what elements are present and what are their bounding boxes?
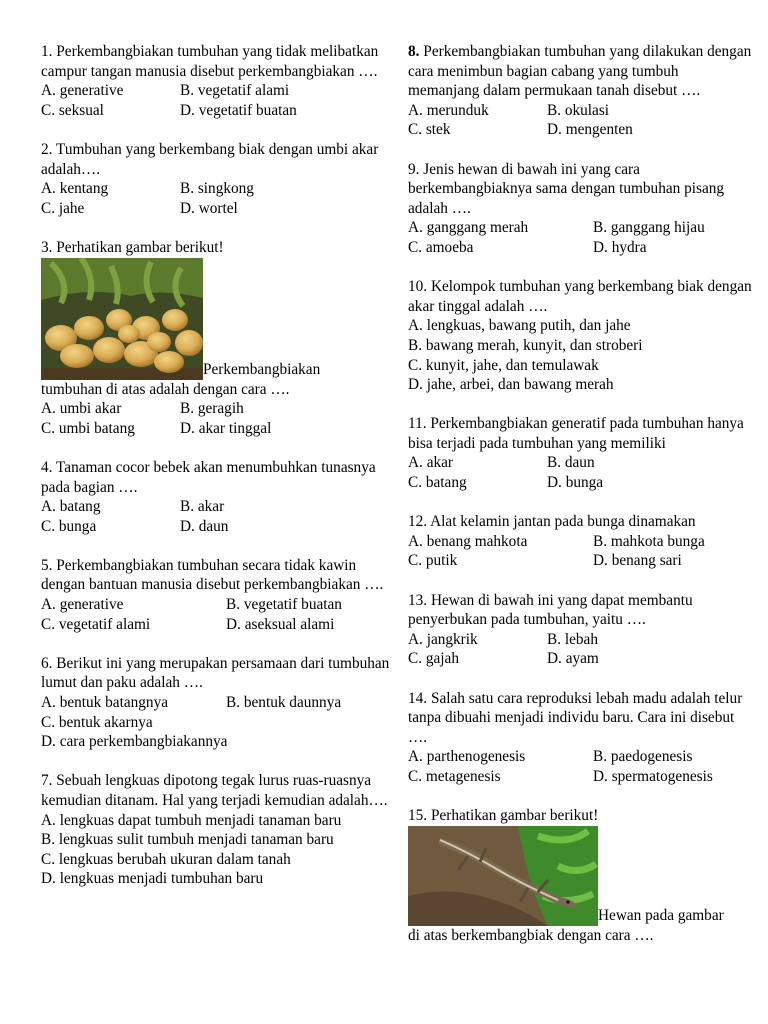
lizard-illustration [408, 826, 598, 926]
answer-options [408, 630, 753, 669]
question-2 [41, 140, 393, 218]
option-d[interactable]: D. lengkuas menjadi tumbuhan baru [41, 870, 264, 888]
option-d[interactable]: D. cara perkembangbiakannya [41, 733, 228, 751]
option-b[interactable]: B. daun [547, 454, 595, 472]
option-a[interactable]: A. generative [41, 596, 124, 614]
option-b[interactable]: B. vegetatif alami [180, 82, 290, 100]
lizard-image [408, 826, 598, 926]
answer-options [41, 81, 393, 120]
image-line [41, 258, 393, 380]
question-stem: 4. Tanaman cocor bebek akan menumbuhkan tunasnya pada bagian …. [41, 458, 376, 496]
option-c[interactable]: C. bentuk akarnya [41, 713, 153, 731]
option-a[interactable]: A. bentuk batangnya [41, 694, 169, 712]
answer-options [41, 693, 393, 713]
option-b[interactable]: B. akar [180, 498, 225, 516]
option-b[interactable]: B. lebah [547, 630, 598, 648]
option-a[interactable]: A. lengkuas dapat tumbuh menjadi tanaman baru [41, 811, 342, 829]
question-number: 8. [408, 43, 420, 60]
question-8 [408, 42, 753, 140]
question-11 [408, 414, 753, 492]
question-9 [408, 160, 753, 258]
answer-options [41, 497, 393, 536]
question-stem: 14. Salah satu cara reproduksi lebah madu adalah telur tanpa dibuahi menjadi individu baru. Cara ini disebut …. [408, 689, 743, 746]
option-c[interactable]: C. seksual [41, 101, 104, 119]
question-3 [41, 238, 393, 438]
answer-options [408, 101, 753, 140]
option-a[interactable]: A. kentang [41, 180, 109, 198]
question-stem: 15. Perhatikan gambar berikut! [408, 807, 599, 825]
option-d[interactable]: D. benang sari [593, 552, 682, 570]
answer-options [41, 399, 393, 438]
question-text: Perkembangbiakan tumbuhan yang dilakukan dengan cara menimbun bagian cabang yang tumbuh memanjang dalam permukaan tanah disebut …. [408, 43, 752, 100]
potato-tubers-illustration [41, 258, 203, 380]
option-a[interactable]: A. merunduk [408, 101, 489, 119]
option-d[interactable]: D. vegetatif buatan [180, 101, 297, 119]
answer-options [408, 218, 753, 257]
question-stem: 7. Sebuah lengkuas dipotong tegak lurus ruas-ruasnya kemudian ditanam. Hal yang terjadi kemudian adalah…. [41, 772, 388, 809]
right-column [408, 42, 753, 945]
option-c[interactable]: C. bunga [41, 517, 97, 535]
option-c[interactable]: C. lengkuas berubah ukuran dalam tanah [41, 850, 291, 868]
option-c[interactable]: C. umbi batang [41, 419, 135, 437]
question-12 [408, 512, 753, 571]
potato-image [41, 258, 203, 380]
image-caption-start: Perkembangbiakan [203, 360, 321, 378]
question-14 [408, 689, 753, 787]
option-d[interactable]: D. wortel [180, 199, 238, 217]
option-b[interactable]: B. geragih [180, 400, 244, 418]
option-c[interactable]: C. vegetatif alami [41, 615, 151, 633]
option-c[interactable]: C. kunyit, jahe, dan temulawak [408, 356, 599, 374]
question-stem: 13. Hewan di bawah ini yang dapat membantu penyerbukan pada tumbuhan, yaitu …. [408, 591, 693, 629]
option-b[interactable]: B. singkong [180, 180, 254, 198]
option-a[interactable]: A. batang [41, 498, 101, 516]
question-7 [41, 771, 393, 889]
question-6 [41, 654, 393, 752]
question-stem: 5. Perkembangbiakan tumbuhan secara tidak kawin dengan bantuan manusia disebut perkembangbiakan …. [41, 556, 384, 594]
option-a[interactable]: A. jangkrik [408, 630, 478, 648]
left-column [41, 42, 393, 889]
question-15 [408, 806, 753, 945]
option-b[interactable]: B. lengkuas sulit tumbuh menjadi tanaman baru [41, 831, 334, 849]
option-b[interactable]: B. bawang merah, kunyit, dan stroberi [408, 336, 643, 354]
option-d[interactable]: D. hydra [593, 238, 647, 256]
question-13 [408, 591, 753, 669]
answer-options [41, 179, 393, 218]
option-d[interactable]: D. akar tinggal [180, 419, 272, 437]
option-b[interactable]: B. bentuk daunnya [226, 694, 342, 712]
question-10 [408, 277, 753, 395]
option-b[interactable]: B. paedogenesis [593, 748, 693, 766]
question-stem: 11. Perkembangbiakan generatif pada tumbuhan hanya bisa terjadi pada tumbuhan yang memiliki [408, 415, 744, 452]
question-4 [41, 458, 393, 536]
answer-options [408, 532, 753, 571]
option-c[interactable]: C. putik [408, 552, 458, 570]
option-c[interactable]: C. jahe [41, 199, 85, 217]
question-stem-continued: di atas berkembangbiak dengan cara …. [408, 926, 654, 944]
option-d[interactable]: D. ayam [547, 650, 599, 668]
question-stem: 1. Perkembangbiakan tumbuhan yang tidak melibatkan campur tangan manusia disebut perkembangbiakan …. [41, 43, 379, 80]
option-d[interactable]: D. aseksual alami [226, 615, 335, 633]
question-stem: 2. Tumbuhan yang berkembang biak dengan umbi akar adalah…. [41, 140, 379, 178]
option-c[interactable]: C. stek [408, 121, 451, 139]
option-d[interactable]: D. bunga [547, 474, 604, 492]
option-d[interactable]: D. daun [180, 517, 229, 535]
option-b[interactable]: B. okulasi [547, 101, 610, 119]
question-stem [408, 42, 753, 101]
question-5 [41, 556, 393, 634]
option-c[interactable]: C. metagenesis [408, 767, 501, 785]
option-c[interactable]: C. amoeba [408, 238, 474, 256]
option-a[interactable]: A. benang mahkota [408, 532, 528, 550]
answer-options [41, 595, 393, 634]
question-stem: 10. Kelompok tumbuhan yang berkembang biak dengan akar tinggal adalah …. [408, 278, 752, 315]
option-a[interactable]: A. akar [408, 454, 454, 472]
option-b[interactable]: B. ganggang hijau [593, 219, 705, 237]
option-d[interactable]: D. mengenten [547, 121, 633, 139]
option-a[interactable]: A. parthenogenesis [408, 748, 526, 766]
image-line [408, 826, 753, 926]
option-b[interactable]: B. mahkota bunga [593, 532, 705, 550]
question-stem: 6. Berikut ini yang merupakan persamaan dari tumbuhan lumut dan paku adalah …. [41, 654, 390, 692]
option-b[interactable]: B. vegetatif buatan [226, 596, 342, 614]
option-c[interactable]: C. batang [408, 474, 467, 492]
option-d[interactable]: D. jahe, arbei, dan bawang merah [408, 376, 614, 394]
option-d[interactable]: D. spermatogenesis [593, 767, 713, 785]
option-c[interactable]: C. gajah [408, 650, 459, 668]
question-stem: 12. Alat kelamin jantan pada bunga dinamakan [408, 513, 696, 531]
option-a[interactable]: A. lengkuas, bawang putih, dan jahe [408, 317, 631, 335]
question-stem: 9. Jenis hewan di bawah ini yang cara berkembangbiaknya sama dengan tumbuhan pisang adalah …. [408, 160, 725, 217]
answer-options [408, 453, 753, 492]
answer-options [408, 747, 753, 786]
question-stem-continued: tumbuhan di atas adalah dengan cara …. [41, 380, 290, 398]
option-a[interactable]: A. ganggang merah [408, 219, 529, 237]
option-a[interactable]: A. umbi akar [41, 400, 122, 418]
image-caption-start: Hewan pada gambar [598, 907, 724, 925]
question-1 [41, 42, 393, 120]
question-stem: 3. Perhatikan gambar berikut! [41, 238, 224, 256]
option-a[interactable]: A. generative [41, 82, 124, 100]
